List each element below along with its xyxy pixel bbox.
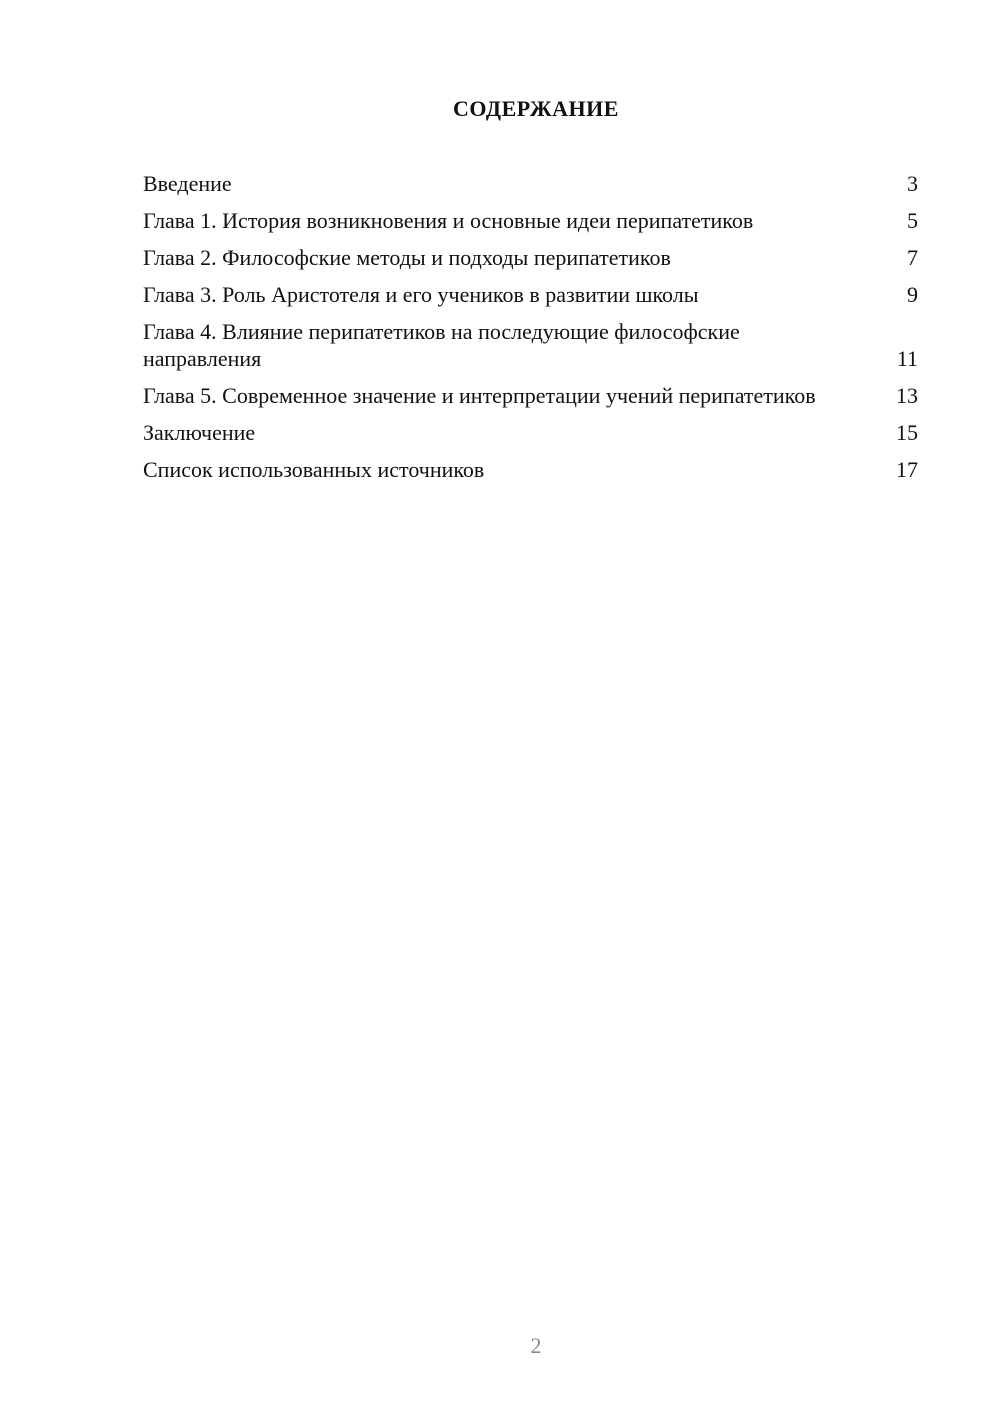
- toc-entry-page: 7: [907, 245, 918, 270]
- toc-entry-title: Список использованных источников: [143, 457, 485, 482]
- toc-heading: СОДЕРЖАНИЕ: [453, 96, 619, 121]
- toc-entry-chapter-2: [143, 244, 918, 271]
- toc-entry-chapter-1: [143, 207, 918, 234]
- table-of-contents: [143, 170, 918, 493]
- toc-entry-title: Глава 3. Роль Аристотеля и его учеников в развитии школы: [143, 282, 699, 307]
- toc-entry-title: Глава 4. Влияние перипатетиков на последующие философские направления: [143, 319, 740, 371]
- toc-entry-page: 11: [896, 346, 918, 371]
- toc-entry-references: [143, 456, 918, 483]
- toc-entry-chapter-5: [143, 382, 918, 409]
- toc-entry-conclusion: [143, 419, 918, 446]
- toc-entry-chapter-3: [143, 281, 918, 308]
- toc-entry-introduction: [143, 170, 918, 197]
- toc-entry-chapter-4: [143, 318, 918, 372]
- toc-entry-title: Введение: [143, 171, 232, 196]
- toc-entry-title: Глава 1. История возникновения и основные идеи перипатетиков: [143, 208, 754, 233]
- toc-entry-page: 9: [907, 282, 918, 307]
- toc-entry-page: 3: [907, 171, 918, 196]
- toc-entry-title: Глава 2. Философские методы и подходы перипатетиков: [143, 245, 671, 270]
- toc-entry-page: 5: [907, 208, 918, 233]
- toc-entry-title: Глава 5. Современное значение и интерпретации учений перипатетиков: [143, 383, 816, 408]
- toc-entry-page: 15: [896, 420, 918, 445]
- page-number: 2: [530, 1333, 542, 1358]
- toc-entry-page: 17: [896, 457, 918, 482]
- toc-entry-title: Заключение: [143, 420, 256, 445]
- toc-entry-page: 13: [896, 383, 918, 408]
